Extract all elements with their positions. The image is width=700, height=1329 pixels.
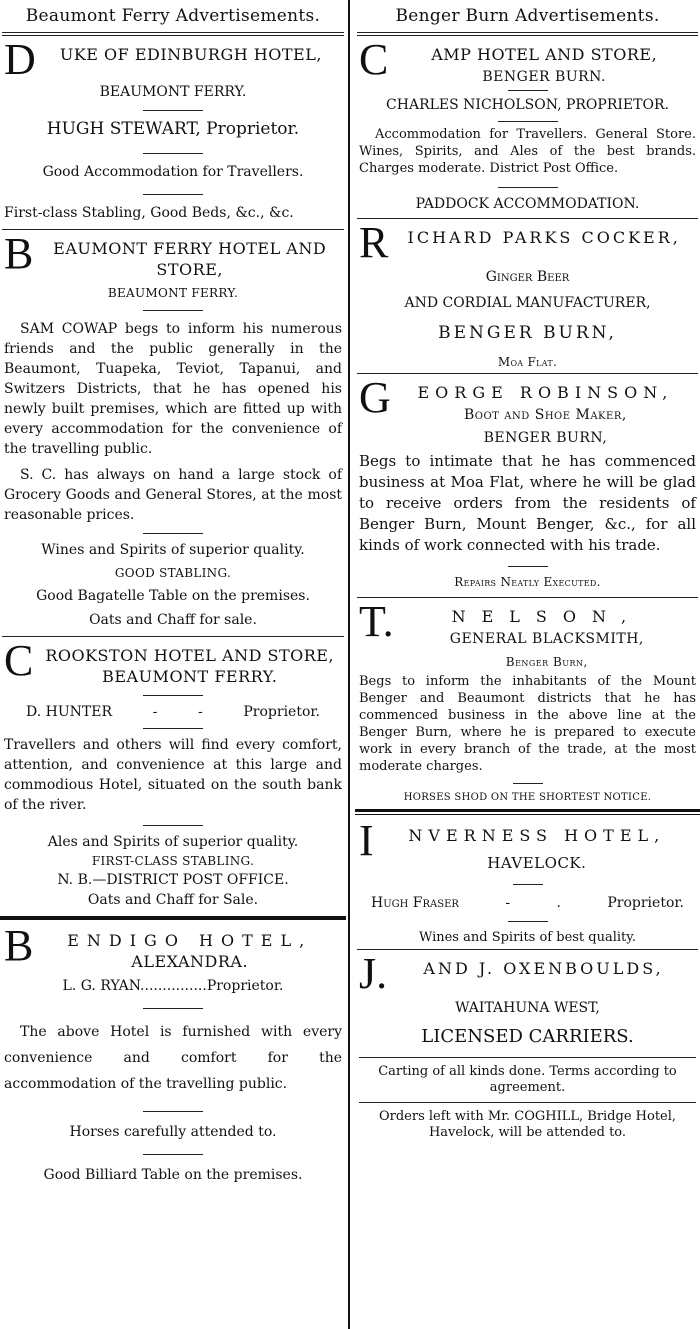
ad-trade: Boot and Shoe Maker, [463,407,627,423]
ad-place: BENGER BURN. [482,69,606,85]
thick-rule [0,916,346,920]
ad-title: EORGE ROBINSON, [417,383,674,402]
ad-paragraph: The above Hotel is furnished with every convenience and comfort for the accommodation of the travelling public. [4,1024,342,1092]
dash: . [556,895,561,911]
ad-line: Good Accommodation for Travellers. [42,164,304,180]
ad-title: ICHARD PARKS COCKER, [407,228,681,247]
ad-paragraph: Travellers and others will find every comfort, attention, and convenience at this large and commodious Hotel, situated on the south bank of the river. [4,737,342,813]
ad-paragraph: SAM COWAP begs to inform his numerous friends and the public generally in the Beaumont, Tuapeka, Teviot, Tapanui, and Switzers Districts, that he has opened his newly built premises, which are fitted up with every accommodation for the convenience of the travelling public. [4,321,342,457]
ad-paragraph: Carting of all kinds done. Terms according to agreement. [378,1064,677,1095]
left-column [0,0,346,1329]
ad-paragraph: S. C. has always on hand a large stock of Grocery Goods and General Stores, at the most reasonable prices. [4,467,342,523]
ad-line: Oats and Chaff for sale. [89,612,257,628]
ad-line: Horses carefully attended to. [69,1124,277,1140]
ad-place: Benger Burn, [505,655,588,669]
ad-trade: GENERAL BLACKSMITH, [449,631,644,647]
column-divider [348,0,350,1329]
ad-paragraph: Accommodation for Travellers. General Store. Wines, Spirits, and Ales of the best brands. Charges moderate. District Post Office. [359,127,696,176]
proprietor-name: D. HUNTER [26,704,112,720]
right-column [355,0,700,1329]
ad-line: Good Billiard Table on the premises. [43,1167,303,1183]
drop-cap: I [359,816,374,865]
ad-place: WAITAHUNA WEST, [455,1000,600,1016]
ad-line: FIRST-CLASS STABLING. [91,854,255,868]
ad-line: HORSES SHOD ON THE SHORTEST NOTICE. [403,792,652,803]
ad-line: Good Bagatelle Table on the premises. [36,588,310,604]
proprietor-role: Proprietor. [607,895,684,911]
dash: - [505,895,511,911]
ad-proprietor: L. G. RYAN...............Proprietor. [62,978,284,994]
drop-cap: T. [359,597,394,646]
ad-line: AND CORDIAL MANUFACTURER, [404,295,651,311]
double-rule [355,809,700,815]
ad-place: BEAUMONT FERRY. [107,286,239,300]
drop-cap: B [4,921,34,970]
ad-richard-parks-cocker [355,218,700,369]
ad-place: BENGER BURN, [483,430,608,446]
ad-title: UKE OF EDINBURGH HOTEL, [59,45,322,64]
ad-line: First-class Stabling, Good Beds, &c., &c. [4,205,294,221]
drop-cap: R [359,218,389,267]
ad-line: Repairs Neatly Executed. [454,575,601,589]
header-rule [2,32,344,36]
ad-title: AMP HOTEL AND STORE, [431,45,658,64]
ad-title: ENDIGO HOTEL, [67,931,313,950]
header-rule [357,32,698,36]
ad-line: Moa Flat. [497,355,558,369]
ad-line: Wines and Spirits of superior quality. [41,542,305,558]
ad-proprietor: HUGH STEWART, Proprietor. [46,119,300,139]
drop-cap: C [4,636,34,685]
ad-beaumont-ferry-hotel [0,229,346,628]
right-column-header: Benger Burn Advertisements. [395,6,660,26]
proprietor-row [359,895,696,911]
proprietor-row [4,704,342,720]
ad-camp-hotel [355,35,700,212]
ad-line: Oats and Chaff for Sale. [87,892,259,908]
ad-bendigo-hotel [0,921,346,1183]
ad-title: NVERNESS HOTEL, [408,826,666,845]
ad-george-robinson [355,373,700,589]
drop-cap: J. [359,949,388,998]
ad-place: HAVELOCK. [487,854,587,872]
ad-line: Wines and Spirits of best quality. [418,930,637,945]
ad-t-nelson [355,597,700,803]
ad-line: N. B.—DISTRICT POST OFFICE. [57,872,289,888]
ad-place: BEAUMONT FERRY. [102,667,278,686]
ad-line: PADDOCK ACCOMMODATION. [415,196,640,212]
dash: - [198,704,203,720]
ad-trade: LICENSED CARRIERS. [421,1026,634,1047]
ad-title: AND J. OXENBOULDS, [423,959,664,978]
ad-title: ROOKSTON HOTEL AND STORE, [45,646,335,665]
drop-cap: B [4,229,34,278]
ad-inverness-hotel [355,816,700,945]
ad-duke-of-edinburgh [0,35,346,221]
ad-line: BENGER BURN, [438,323,617,343]
ad-proprietor: CHARLES NICHOLSON, PROPRIETOR. [386,97,669,113]
drop-cap: G [359,373,391,422]
ad-place: ALEXANDRA. [131,952,249,971]
ad-crookston-hotel [0,636,346,908]
ad-line: Ales and Spirits of superior quality. [47,834,299,850]
drop-cap: D [4,35,36,84]
proprietor-role: Proprietor. [243,704,320,720]
ad-place: BEAUMONT FERRY. [99,84,247,100]
ad-paragraph: Begs to inform the inhabitants of the Mount Benger and Beaumont districts that he has commenced business in the above line at the Benger Burn, where he is prepared to execute work in every branch of the trade, at the most moderate charges. [359,674,696,774]
ad-title: NELSON, [451,607,643,626]
ad-paragraph: Begs to intimate that he has commenced business at Moa Flat, where he will be glad to receive orders from the residents of Benger Burn, Mount Benger, &c., for all kinds of work connected with his trade. [359,452,696,554]
ad-oxenboulds-carriers [355,949,700,1141]
ad-paragraph: Orders left with Mr. COGHILL, Bridge Hotel, Havelock, will be attended to. [378,1109,677,1140]
drop-cap: C [359,35,389,84]
proprietor-name: Hugh Fraser [371,895,459,911]
ad-title: EAUMONT FERRY HOTEL AND STORE, [53,239,327,279]
ad-line: GOOD STABLING. [114,566,232,580]
left-column-header: Beaumont Ferry Advertisements. [25,6,321,26]
ad-line: Ginger Beer [485,269,570,285]
dash: - [152,704,158,720]
